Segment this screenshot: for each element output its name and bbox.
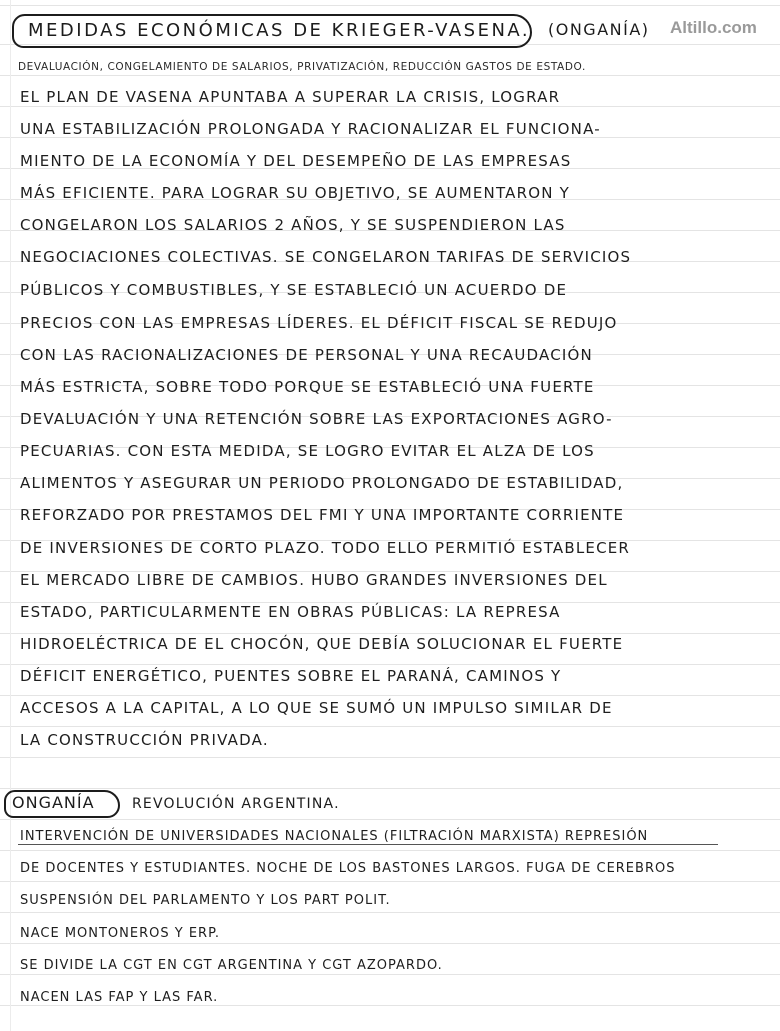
paragraph-line: NEGOCIACIONES COLECTIVAS. SE CONGELARON TARIFAS DE SERVICIOS <box>20 248 632 266</box>
paragraph-line: CON LAS RACIONALIZACIONES DE PERSONAL Y UNA RECAUDACIÓN <box>20 346 593 364</box>
paragraph-line: ALIMENTOS Y ASEGURAR UN PERIODO PROLONGADO DE ESTABILIDAD, <box>20 474 624 492</box>
paragraph-line: PRECIOS CON LAS EMPRESAS LÍDERES. EL DÉFICIT FISCAL SE REDUJO <box>20 314 618 332</box>
section-line: SE DIVIDE LA CGT EN CGT ARGENTINA Y CGT AZOPARDO. <box>20 958 443 973</box>
paragraph-line: LA CONSTRUCCIÓN PRIVADA. <box>20 731 269 749</box>
paragraph-line: CONGELARON LOS SALARIOS 2 AÑOS, Y SE SUSPENDIERON LAS <box>20 216 566 234</box>
title-aside: (ONGANÍA) <box>548 20 650 39</box>
section-title: ONGANÍA <box>12 793 95 812</box>
paragraph-line: MÁS EFICIENTE. PARA LOGRAR SU OBJETIVO, SE AUMENTARON Y <box>20 184 570 202</box>
paragraph-line: REFORZADO POR PRESTAMOS DEL FMI Y UNA IMPORTANTE CORRIENTE <box>20 506 625 524</box>
paragraph-line: DEVALUACIÓN Y UNA RETENCIÓN SOBRE LAS EXPORTACIONES AGRO- <box>20 410 613 428</box>
paragraph-line: ACCESOS A LA CAPITAL, A LO QUE SE SUMÓ UN IMPULSO SIMILAR DE <box>20 699 613 717</box>
paragraph-line: MIENTO DE LA ECONOMÍA Y DEL DESEMPEÑO DE LAS EMPRESAS <box>20 152 572 170</box>
paragraph-line: EL MERCADO LIBRE DE CAMBIOS. HUBO GRANDES INVERSIONES DEL <box>20 571 608 589</box>
paragraph-line: UNA ESTABILIZACIÓN PROLONGADA Y RACIONALIZAR EL FUNCIONA- <box>20 120 601 138</box>
paragraph-line: DÉFICIT ENERGÉTICO, PUENTES SOBRE EL PARANÁ, CAMINOS Y <box>20 667 562 685</box>
paragraph-line: PECUARIAS. CON ESTA MEDIDA, SE LOGRO EVITAR EL ALZA DE LOS <box>20 442 595 460</box>
section-line: NACE MONTONEROS Y ERP. <box>20 926 221 941</box>
watermark-logo: Altillo.com <box>670 18 757 37</box>
section-aside: REVOLUCIÓN ARGENTINA. <box>132 796 340 812</box>
section-line: INTERVENCIÓN DE UNIVERSIDADES NACIONALES (FILTRACIÓN MARXISTA) REPRESIÓN <box>20 829 649 844</box>
subtitle-line: DEVALUACIÓN, CONGELAMIENTO DE SALARIOS, PRIVATIZACIÓN, REDUCCIÓN GASTOS DE ESTADO. <box>18 61 586 73</box>
paragraph-line: MÁS ESTRICTA, SOBRE TODO PORQUE SE ESTABLECIÓ UNA FUERTE <box>20 378 595 396</box>
margin-line <box>10 0 11 1031</box>
section-line: SUSPENSIÓN DEL PARLAMENTO Y LOS PART POLIT. <box>20 893 391 908</box>
underline <box>18 844 718 845</box>
paragraph-line: EL PLAN DE VASENA APUNTABA A SUPERAR LA CRISIS, LOGRAR <box>20 88 561 106</box>
page-title: MEDIDAS ECONÓMICAS DE KRIEGER-VASENA. <box>28 20 531 41</box>
paragraph-line: HIDROELÉCTRICA DE EL CHOCÓN, QUE DEBÍA SOLUCIONAR EL FUERTE <box>20 635 624 653</box>
paragraph-line: PÚBLICOS Y COMBUSTIBLES, Y SE ESTABLECIÓ UN ACUERDO DE <box>20 281 568 299</box>
section-line: NACEN LAS FAP Y LAS FAR. <box>20 990 219 1005</box>
paragraph-line: ESTADO, PARTICULARMENTE EN OBRAS PÚBLICAS: LA REPRESA <box>20 603 561 621</box>
section-line: DE DOCENTES Y ESTUDIANTES. NOCHE DE LOS BASTONES LARGOS. FUGA DE CEREBROS <box>20 861 676 876</box>
paragraph-line: DE INVERSIONES DE CORTO PLAZO. TODO ELLO PERMITIÓ ESTABLECER <box>20 539 631 557</box>
